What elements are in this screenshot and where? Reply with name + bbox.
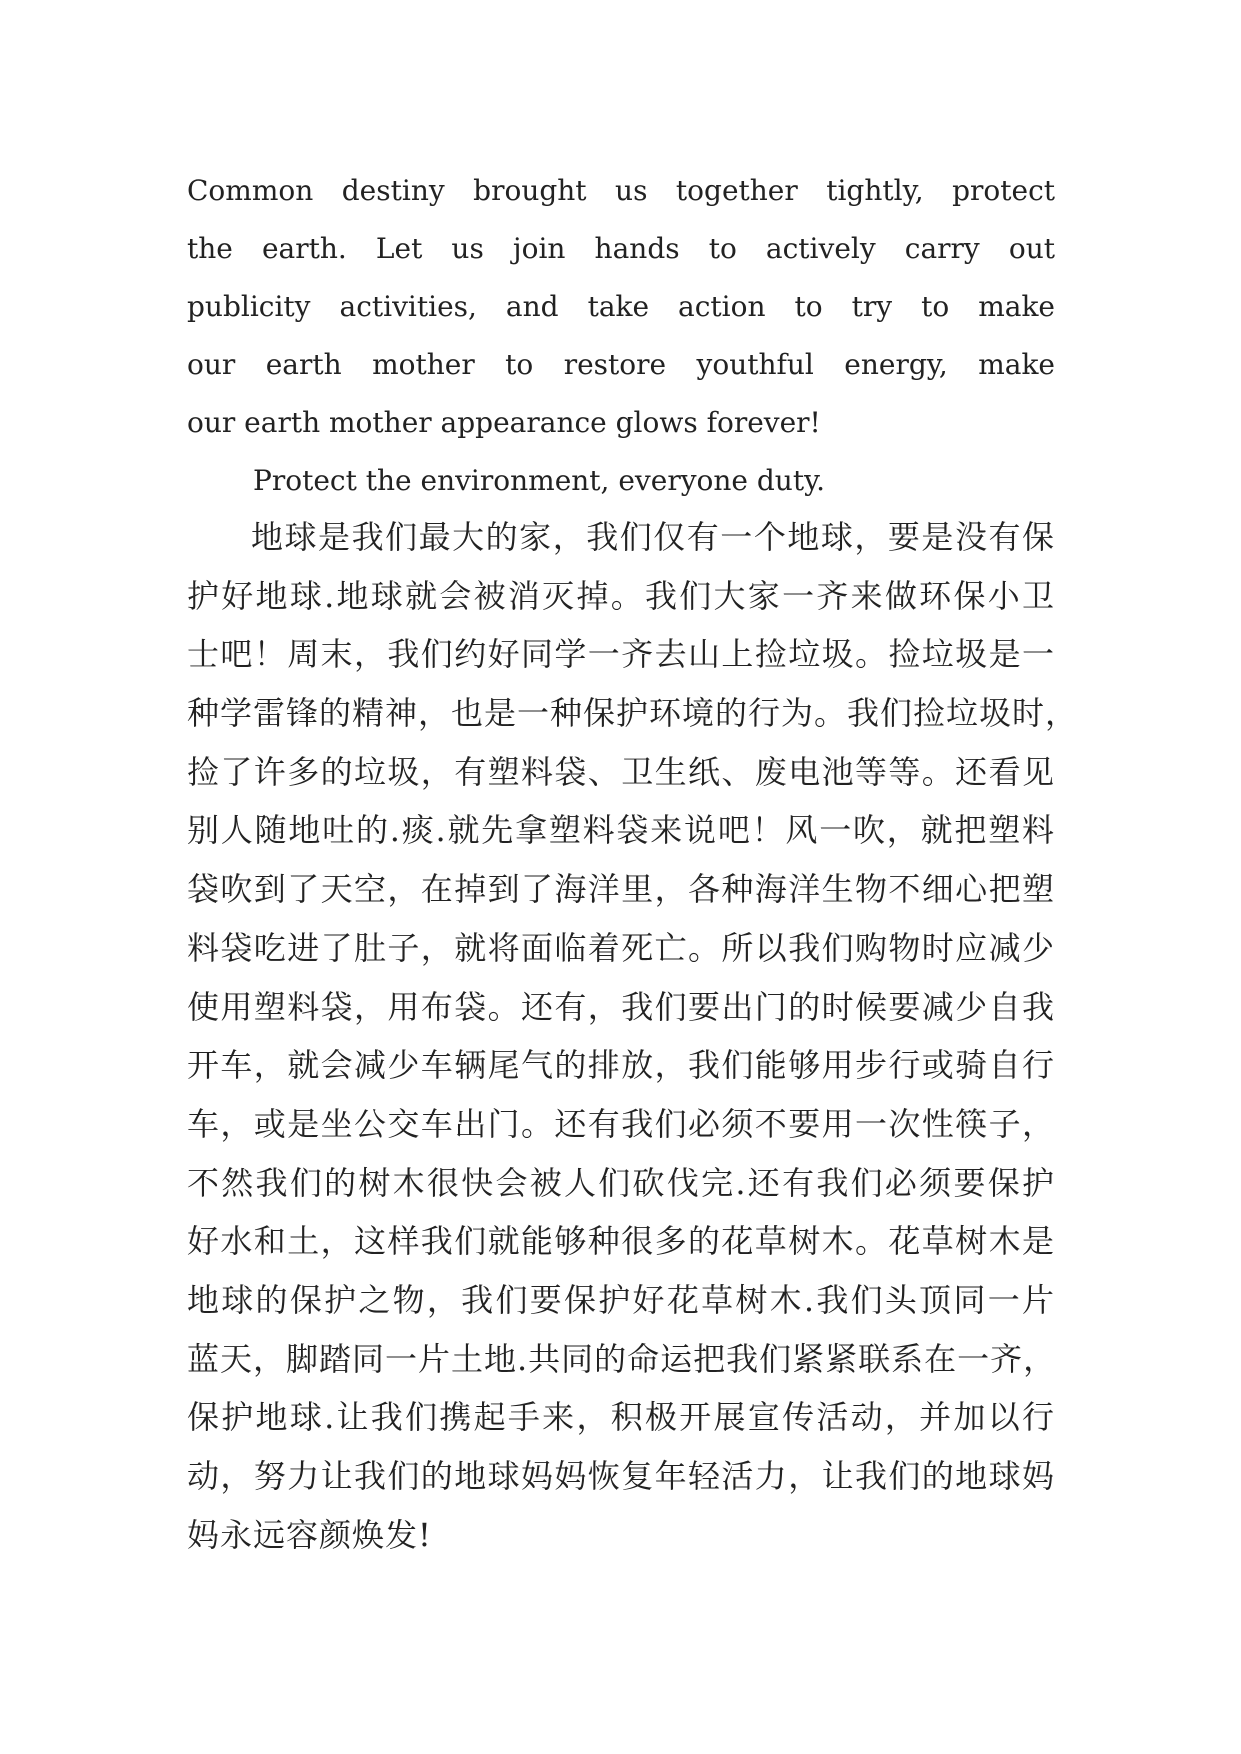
english-line: the earth. Let us join hands to actively carry out xyxy=(187,232,1055,265)
chinese-line: 保护地球.让我们携起手来，积极开展宣传活动，并加以行 xyxy=(187,1398,1055,1437)
english-line: publicity activities, and take action to try to make xyxy=(187,290,1055,323)
english-line: Common destiny brought us together tightly, protect xyxy=(187,174,1055,207)
chinese-line: 地球是我们最大的家，我们仅有一个地球，要是没有保 xyxy=(251,518,1055,556)
chinese-line: 妈永远容颜焕发! xyxy=(187,1515,432,1554)
english-section xyxy=(187,162,1055,510)
chinese-line: 车，或是坐公交车出门。还有我们必须不要用一次性筷子， xyxy=(187,1104,1055,1143)
chinese-line: 种学雷锋的精神，也是一种保护环境的行为。我们捡垃圾时， xyxy=(187,694,1079,733)
chinese-line: 地球的保护之物，我们要保护好花草树木.我们头顶同一片 xyxy=(187,1280,1055,1319)
chinese-line: 捡了许多的垃圾，有塑料袋、卫生纸、废电池等等。还看见 xyxy=(187,752,1055,791)
chinese-line: 料袋吃进了肚子，就将面临着死亡。所以我们购物时应减少 xyxy=(187,928,1055,967)
chinese-line: 袋吹到了天空，在掉到了海洋里，各种海洋生物不细心把塑 xyxy=(187,870,1055,909)
english-closing-line: Protect the environment, everyone duty. xyxy=(253,464,826,497)
chinese-line: 不然我们的树木很快会被人们砍伐完.还有我们必须要保护 xyxy=(187,1163,1055,1202)
chinese-line: 开车，就会减少车辆尾气的排放，我们能够用步行或骑自行 xyxy=(187,1046,1055,1085)
chinese-line: 动，努力让我们的地球妈妈恢复年轻活力，让我们的地球妈 xyxy=(187,1457,1055,1495)
chinese-line: 护好地球.地球就会被消灭掉。我们大家一齐来做环保小卫 xyxy=(187,576,1055,615)
chinese-line: 士吧！周末，我们约好同学一齐去山上捡垃圾。捡垃圾是一 xyxy=(187,635,1055,674)
english-line: our earth mother appearance glows forever! xyxy=(187,406,821,439)
chinese-line: 蓝天，脚踏同一片土地.共同的命运把我们紧紧联系在一齐， xyxy=(187,1339,1057,1378)
chinese-line: 别人随地吐的.痰.就先拿塑料袋来说吧！风一吹，就把塑料 xyxy=(187,811,1055,850)
chinese-paragraph xyxy=(187,508,1079,1564)
chinese-line: 使用塑料袋，用布袋。还有，我们要出门的时候要减少自我 xyxy=(187,987,1055,1026)
chinese-line: 好水和土，这样我们就能够种很多的花草树木。花草树木是 xyxy=(187,1222,1055,1261)
english-line: our earth mother to restore youthful energy, make xyxy=(187,348,1055,381)
